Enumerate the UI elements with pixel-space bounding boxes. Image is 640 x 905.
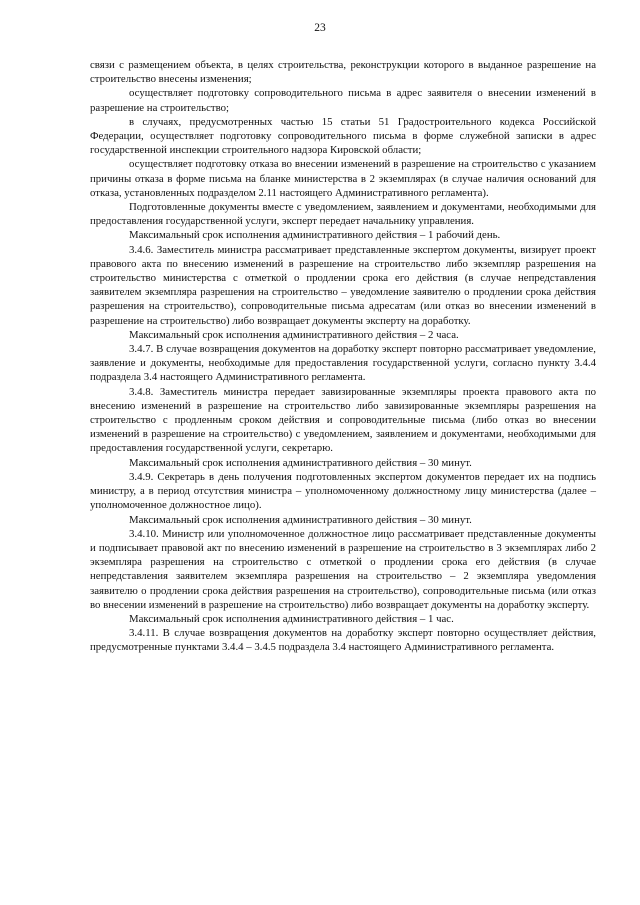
body-text bbox=[90, 58, 596, 655]
paragraph: Максимальный срок исполнения административного действия – 1 час. bbox=[129, 612, 454, 625]
paragraph: Подготовленные документы вместе с уведомлением, заявлением и документами, необходимыми для предоставления государственной услуги, эксперт передает начальнику управления. bbox=[90, 201, 596, 228]
paragraph: 3.4.7. В случае возвращения документов на доработку эксперт повторно рассматривает уведомление, заявление и документы, необходимые для предоставления государственной услуги, согласно пункту 3.4.4 подраздела 3.4 настоящего Административного регламента. bbox=[90, 343, 596, 384]
paragraph: 3.4.8. Заместитель министра передает завизированные экземпляры проекта правового акта по внесению изменений в разрешение на строительство либо завизированные экземпляры разрешения на строительство с продленным сроком действия и сопроводительные письма (либо отказ во внесении изменений в разрешение на строительство) с уведомлением, заявлением и документами, необходимыми для предоставления государственной услуги, секретарю. bbox=[90, 385, 596, 455]
paragraph: связи с размещением объекта, в целях строительства, реконструкции которого в выданное разрешение на строительство внесены изменения; bbox=[90, 59, 596, 86]
paragraph: 3.4.6. Заместитель министра рассматривает представленные экспертом документы, визирует проект правового акта по внесению изменений в разрешение на строительство либо экземпляр разрешения на строительство министерства с отметкой о продлении срока его действия (в случае непредставления заявителем экземпляра разрешения на строительство – уведомление заявителю о продлении срока действия разрешения на строительство), сопроводительные письма адресатам (или отказ во внесении изменений в разрешение на строительство) либо возвращает документы эксперту на доработку. bbox=[90, 243, 596, 327]
paragraph: Максимальный срок исполнения административного действия – 30 минут. bbox=[129, 456, 472, 469]
paragraph: Максимальный срок исполнения административного действия – 2 часа. bbox=[129, 328, 459, 341]
paragraph: 3.4.9. Секретарь в день получения подготовленных экспертом документов передает их на подпись министру, а в период отсутствия министра – уполномоченному должностному лицу министерства (далее – уполномоченное должностное лицо). bbox=[90, 470, 596, 512]
paragraph: 3.4.10. Министр или уполномоченное должностное лицо рассматривает представленные документы и подписывает правовой акт по внесению изменений в разрешение на строительство в 3 экземплярах либо 2 экземпляра разрешения на строительство с отметкой о продлении срока его действия (в случае непредставления заявителем экземпляра разрешения на строительство – 2 экземпляра уведомления заявителю о продлении срока действия разрешения на строительство), сопроводительные письма (или отказ во внесении изменений в разрешение на строительство) либо возвращает документы на доработку эксперту. bbox=[90, 527, 596, 611]
paragraph: осуществляет подготовку сопроводительного письма в адрес заявителя о внесении изменений в разрешение на строительство; bbox=[90, 87, 596, 114]
paragraph: осуществляет подготовку отказа во внесении изменений в разрешение на строительство с указанием причины отказа в форме письма на бланке министерства в 2 экземплярах (в случае наличия оснований для отказа, установленных подразделом 2.11 настоящего Административного регламента). bbox=[90, 158, 596, 199]
paragraph: Максимальный срок исполнения административного действия – 1 рабочий день. bbox=[129, 229, 501, 242]
page-number: 23 bbox=[314, 22, 326, 34]
paragraph: 3.4.11. В случае возвращения документов на доработку эксперт повторно осуществляет действия, предусмотренные пунктами 3.4.4 – 3.4.5 подраздела 3.4 настоящего Административного регламента. bbox=[90, 627, 596, 654]
paragraph: в случаях, предусмотренных частью 15 статьи 51 Градостроительного кодекса Российской Федерации, осуществляет подготовку сопроводительного письма в форме служебной записки в адрес государственной инспекции строительного надзора Кировской области; bbox=[90, 115, 596, 157]
paragraph: Максимальный срок исполнения административного действия – 30 минут. bbox=[129, 513, 472, 526]
